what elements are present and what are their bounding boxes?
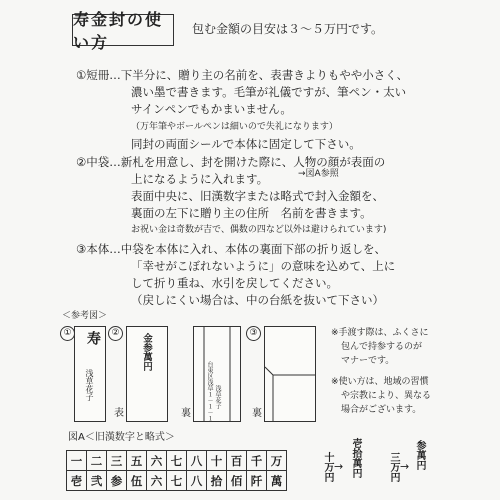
numeral-cell: 萬 bbox=[267, 471, 287, 491]
inner-envelope-back bbox=[193, 326, 241, 422]
section3-line2: 「幸せがこぼれないように」の意味を込めて、上に bbox=[131, 259, 396, 273]
numeral-cell: 千 bbox=[247, 451, 267, 471]
reference-label: ＜参考図＞ bbox=[62, 311, 108, 321]
figure1-number: ① bbox=[60, 326, 75, 341]
section2-ref: →図A参照 bbox=[298, 169, 339, 179]
section1-line2: 濃い墨で書きます。毛筆が礼儀ですが、筆ペン・太い bbox=[131, 85, 407, 99]
note-handing-line1: ※手渡す際は、ふくさに bbox=[331, 328, 429, 338]
numeral-cell: 七 bbox=[167, 451, 187, 471]
section1-line3: サインペンでもかまいません。 bbox=[131, 102, 292, 116]
inner-front-amount: 金参萬円 bbox=[141, 333, 152, 371]
numeral-row-formal bbox=[67, 471, 287, 491]
section1-line4: 同封の両面シールで本体に固定して下さい。 bbox=[131, 137, 361, 151]
body-fold-lines bbox=[265, 327, 315, 421]
example1-arrow: → bbox=[334, 460, 344, 473]
inner-back-name: 浅草花子 bbox=[214, 385, 221, 409]
body-envelope-back bbox=[264, 326, 316, 422]
numeral-cell: 二 bbox=[87, 451, 107, 471]
inner-back-address: 台東区浅草１－１－１ bbox=[206, 361, 213, 421]
numeral-cell: 拾 bbox=[207, 471, 227, 491]
note-handing-line3: マナーです。 bbox=[341, 356, 395, 366]
numeral-cell: 七 bbox=[167, 471, 187, 491]
numeral-cell: 佰 bbox=[227, 471, 247, 491]
example2-arrow: → bbox=[400, 460, 410, 473]
section3-line1: ③本体…中袋を本体に入れ、本体の裏面下部の折り返しを、 bbox=[76, 242, 386, 256]
inner-front-label: 表 bbox=[114, 408, 124, 419]
numeral-cell: 六 bbox=[147, 471, 167, 491]
section1-note: （万年筆やボールペンは細いので失礼になります） bbox=[131, 122, 338, 132]
numeral-cell: 参 bbox=[107, 471, 127, 491]
figure3-number: ③ bbox=[246, 326, 261, 341]
numeral-cell: 八 bbox=[187, 471, 207, 491]
numeral-cell: 万 bbox=[267, 451, 287, 471]
section2-line2: 上になるように入れます。 bbox=[131, 172, 269, 186]
numeral-cell: 弐 bbox=[87, 471, 107, 491]
figure2-number: ② bbox=[108, 326, 123, 341]
numeral-cell: 伍 bbox=[127, 471, 147, 491]
section2-line4: 裏面の左下に贈り主の住所 名前を書きます。 bbox=[131, 206, 372, 220]
title-box bbox=[72, 10, 174, 52]
numeral-cell: 百 bbox=[227, 451, 247, 471]
tanzaku-kotobuki: 寿 bbox=[85, 331, 101, 345]
section1-line1: ①短冊…下半分に、贈り主の名前を、表書きよりもやや小さく、 bbox=[76, 68, 409, 82]
page-title: 寿金封の使い方 bbox=[73, 10, 164, 52]
section3-line4: （戻しにくい場合は、中の台紙を抜いて下さい） bbox=[131, 293, 384, 307]
numeral-cell: 一 bbox=[67, 451, 87, 471]
section3-line3: して折り重ね、水引を戻してください。 bbox=[131, 276, 338, 290]
section2-line1: ②中袋…新札を用意し、封を開けた際に、人物の顔が表面の bbox=[76, 155, 386, 169]
inner-back-label: 裏 bbox=[181, 408, 191, 419]
tanzaku-name: 浅草花子 bbox=[85, 369, 94, 401]
tanzaku-card bbox=[74, 326, 106, 422]
body-back-label: 裏 bbox=[252, 408, 262, 419]
numeral-table bbox=[66, 450, 287, 491]
figure-a-label: 図A＜旧漢数字と略式＞ bbox=[68, 432, 175, 443]
section2-line3: 表面中央に、旧漢数字または略式で封入金額を、 bbox=[131, 189, 384, 203]
numeral-cell: 五 bbox=[127, 451, 147, 471]
numeral-cell: 八 bbox=[187, 451, 207, 471]
example1-to: 壱拾萬円 bbox=[350, 438, 361, 478]
section2-note: お祝い金は奇数が吉で、偶数の四など以外は避けられています) bbox=[131, 225, 387, 235]
subtitle: 包む金額の目安は３～５万円です。 bbox=[192, 22, 384, 36]
numeral-cell: 六 bbox=[147, 451, 167, 471]
note-custom-line3: 場合がございます。 bbox=[341, 405, 422, 415]
inner-envelope-front bbox=[126, 326, 168, 422]
note-custom-line2: や宗教により、異なる bbox=[341, 391, 432, 401]
numeral-cell: 十 bbox=[207, 451, 227, 471]
numeral-cell: 阡 bbox=[247, 471, 267, 491]
example2-to: 参萬円 bbox=[414, 440, 425, 470]
numeral-cell: 三 bbox=[107, 451, 127, 471]
example1-from: 十万円 bbox=[322, 452, 333, 482]
note-custom-line1: ※使い方は、地域の習慣 bbox=[331, 377, 429, 387]
numeral-cell: 壱 bbox=[67, 471, 87, 491]
numeral-row-plain bbox=[67, 451, 287, 471]
note-handing-line2: 包んで持参するのが bbox=[341, 342, 423, 352]
example2-from: 三万円 bbox=[388, 452, 399, 482]
